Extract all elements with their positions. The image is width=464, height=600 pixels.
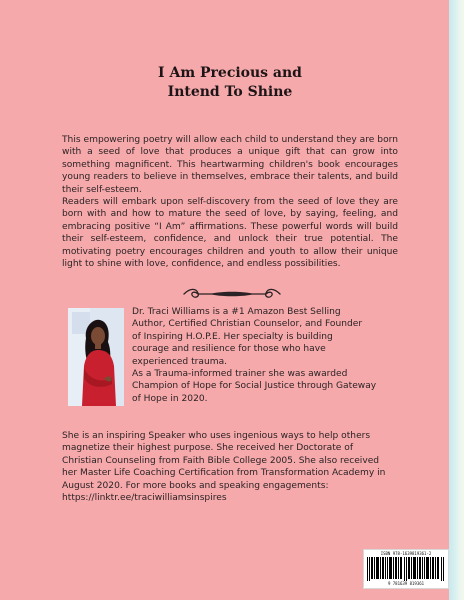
- bio3-line: She is an inspiring Speaker who uses ingenious ways to help others: [62, 431, 371, 441]
- isbn-barcode: [363, 549, 449, 589]
- barcode-bars: [367, 557, 445, 581]
- bio3-line: magnetize their highest purpose. She received her Doctorate of: [62, 443, 354, 454]
- description-paragraph-1: This empowering poetry will allow each child to understand they are born with a seed of love that produces a unique gift that can grow into something magnificent. This heartwarming children's book encourages young readers to believe in themselves, embrace their talents, and build their self-esteem.: [62, 135, 398, 195]
- author-photo: [68, 308, 124, 406]
- spine-edge: [449, 0, 464, 600]
- author-bio-2: [132, 368, 412, 405]
- ornament-divider: [180, 287, 284, 301]
- author-link[interactable]: https://linktr.ee/traciwilliamsinspires: [62, 493, 227, 504]
- title-line-2: Intend To Shine: [167, 84, 293, 100]
- bio1-line: Dr. Traci Williams is a #1 Amazon Best Selling: [132, 307, 341, 317]
- description-paragraph-2: Readers will embark upon self-discovery from the seed of love they are born with and how to mature the seed of love, by saying, feeling, and embracing positive “I Am” affirmations. These powerful words will build their self-esteem, confidence, and unlock their true potential. The motivating poetry encourages children and youth to allow their unique light to shine with love, confidence, and endless possibilities.: [62, 197, 398, 270]
- barcode-digits: 9 781639 819361: [387, 581, 425, 586]
- bio1-line: courage and resilience for those who have: [132, 344, 326, 355]
- bio2-line: Champion of Hope for Social Justice through Gateway: [132, 381, 377, 392]
- bio3-line: her Master Life Coaching Certification from Transformation Academy in: [62, 468, 386, 479]
- bio1-line: of Inspiring H.O.P.E. Her specialty is building: [132, 331, 333, 342]
- isbn-label: ISBN 978-1639819361-2: [380, 551, 432, 556]
- bio2-line: of Hope in 2020.: [132, 393, 208, 404]
- author-bio-3: [62, 430, 412, 504]
- bio1-line: Author, Certified Christian Counselor, and Founder: [132, 319, 363, 330]
- bio2-line: As a Trauma-informed trainer she was awarded: [132, 369, 348, 379]
- author-bio-1: [132, 306, 412, 368]
- bio3-line: August 2020. For more books and speaking engagements:: [62, 480, 329, 491]
- book-title: [60, 64, 400, 102]
- title-line-1: I Am Precious and: [158, 65, 302, 81]
- bio1-line: experienced trauma.: [132, 356, 228, 367]
- bio3-line: Christian Counseling from Faith Bible College 2005. She also received: [62, 455, 380, 466]
